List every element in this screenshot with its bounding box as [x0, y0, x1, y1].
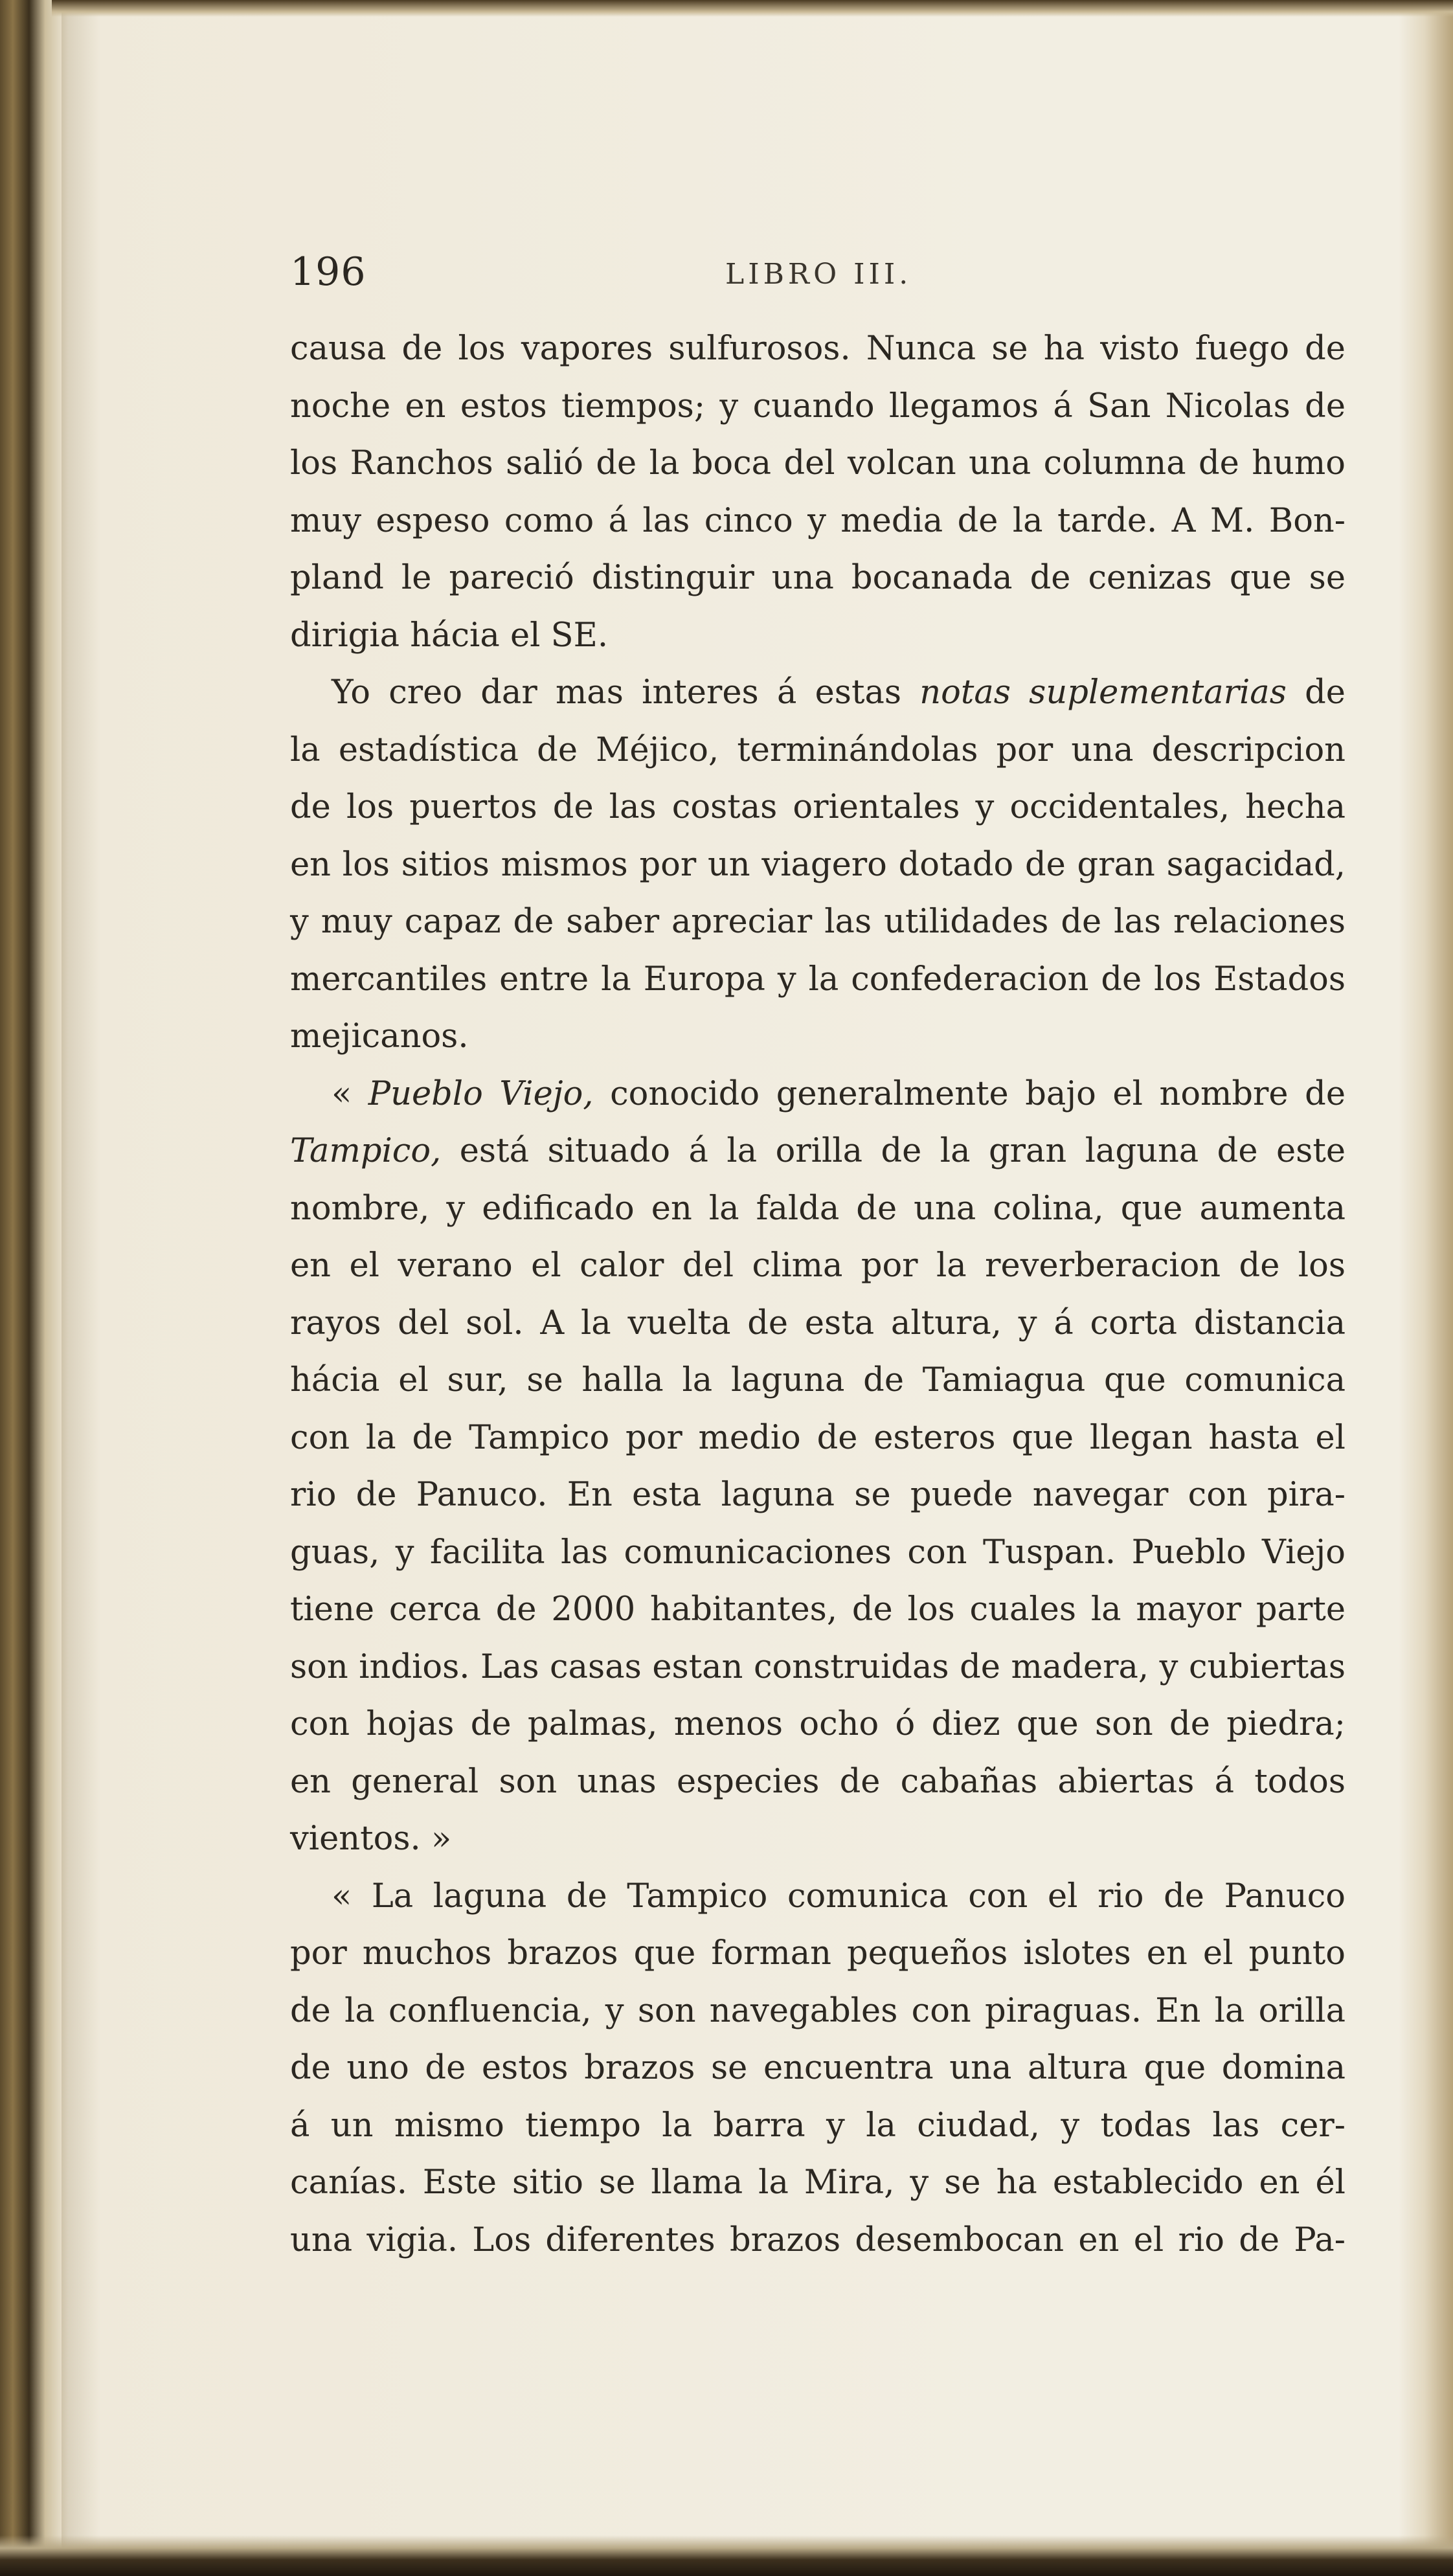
- text-line: de la confluencia, y son navegables con piraguas. En la orilla: [290, 1991, 1346, 2030]
- text-line: una vigia. Los diferentes brazos desembocan en el rio de Pa-: [290, 2220, 1346, 2259]
- quote-mark: «: [332, 1074, 352, 1113]
- text-line: tiene cerca de 2000 habitantes, de los cuales la mayor parte: [290, 1590, 1346, 1629]
- text-line: la estadística de Méjico, terminándolas por una descripcion: [290, 730, 1346, 769]
- text-line: de uno de estos brazos se encuentra una altura que domina: [290, 2049, 1346, 2087]
- text-line: hácia el sur, se halla la laguna de Tamiagua que comunica: [290, 1361, 1346, 1399]
- text-fragment: conocido generalmente bajo el nombre de: [610, 1074, 1346, 1113]
- text-line: y muy capaz de saber apreciar las utilidades de las relaciones: [290, 903, 1346, 941]
- text-line: mejicanos.: [290, 1017, 469, 1056]
- italic-place-name: Tampico,: [290, 1132, 442, 1170]
- italic-phrase: notas suplementarias: [919, 673, 1287, 712]
- text-line: causa de los vapores sulfurosos. Nunca se ha visto fuego de: [290, 330, 1346, 368]
- paragraph-start-line: [290, 1066, 1346, 1124]
- text-line: en los sitios mismos por un viagero dotado de gran sagacidad,: [290, 845, 1346, 884]
- text-line: con hojas de palmas, menos ocho ó diez que son de piedra;: [290, 1705, 1346, 1743]
- spine-shadow: [62, 0, 100, 2576]
- text-line: en general son unas especies de cabañas abiertas á todos: [290, 1762, 1346, 1801]
- text-line: á un mismo tiempo la barra y la ciudad, y todas las cer-: [290, 2106, 1346, 2145]
- text-line: en el verano el calor del clima por la reverberacion de los: [290, 1247, 1346, 1285]
- paragraph-lead: Yo creo dar mas interes á estas: [332, 673, 902, 712]
- text-fragment: de: [1305, 673, 1346, 712]
- text-line: los Ranchos salió de la boca del volcan una columna de humo: [290, 444, 1346, 482]
- text-line: muy espeso como á las cinco y media de la tarde. A M. Bon-: [290, 501, 1346, 540]
- text-fragment: está situado á la orilla de la gran laguna de este: [459, 1132, 1346, 1170]
- text-line: rayos del sol. A la vuelta de esta altura, y á corta distancia: [290, 1304, 1346, 1342]
- page-header: [290, 246, 1346, 304]
- text-line: dirigia hácia el SE.: [290, 616, 609, 655]
- paragraph-start-line: « La laguna de Tampico comunica con el rio de Panuco: [332, 1877, 1346, 1915]
- text-line: [290, 1123, 1346, 1181]
- text-line: noche en estos tiempos; y cuando llegamos á San Nicolas de: [290, 387, 1346, 425]
- page-top-edge: [52, 0, 1453, 17]
- page-number: 196: [290, 249, 366, 295]
- running-head: LIBRO III.: [725, 258, 912, 291]
- text-line: por muchos brazos que forman pequeños islotes en el punto: [290, 1934, 1346, 1972]
- text-line: guas, y facilita las comunicaciones con Tuspan. Pueblo Viejo: [290, 1533, 1346, 1572]
- paragraph-start-line: [290, 664, 1346, 722]
- body-text: [290, 321, 1346, 2269]
- text-line: canías. Este sitio se llama la Mira, y se ha establecido en él: [290, 2164, 1346, 2202]
- text-line: son indios. Las casas estan construidas de madera, y cubiertas: [290, 1647, 1346, 1686]
- text-line: vientos. »: [290, 1820, 452, 1858]
- text-line: rio de Panuco. En esta laguna se puede navegar con pira-: [290, 1476, 1346, 1514]
- text-line: nombre, y edificado en la falda de una colina, que aumenta: [290, 1189, 1346, 1228]
- page-bottom-edge: [0, 2535, 1453, 2576]
- text-line: pland le pareció distinguir una bocanada de cenizas que se: [290, 559, 1346, 597]
- italic-place-name: Pueblo Viejo,: [368, 1074, 594, 1113]
- text-line: de los puertos de las costas orientales y occidentales, hecha: [290, 788, 1346, 826]
- text-line: con la de Tampico por medio de esteros que llegan hasta el: [290, 1418, 1346, 1457]
- text-line: mercantiles entre la Europa y la confederacion de los Estados: [290, 960, 1346, 999]
